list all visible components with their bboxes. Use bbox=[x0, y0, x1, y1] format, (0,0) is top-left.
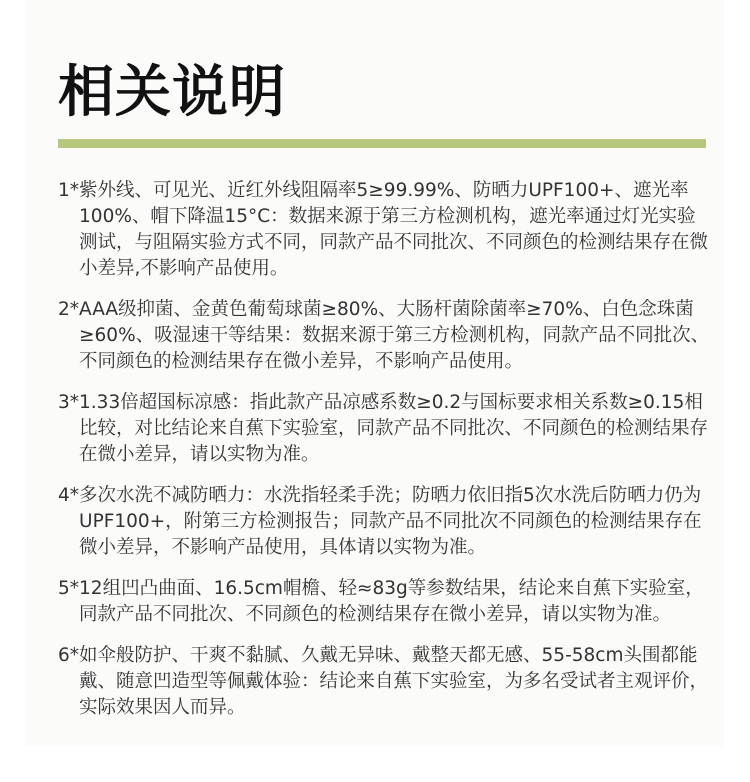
note-number: 3* bbox=[58, 392, 80, 413]
note-number: 2* bbox=[58, 299, 80, 320]
note-number: 4* bbox=[58, 485, 80, 506]
note-item bbox=[58, 390, 710, 468]
notes-list bbox=[58, 178, 710, 736]
note-text: 多次水洗不减防晒力：水洗指轻柔手洗；防晒力依旧指5次水洗后防晒力仍为UPF100+，附第三方检测报告；同款产品不同批次不同颜色的检测结果存在微小差异，不影响产品使用，具体请以实物为准。 bbox=[79, 485, 702, 558]
note-number: 6* bbox=[58, 645, 80, 666]
note-item bbox=[58, 297, 710, 375]
note-number: 1* bbox=[58, 180, 80, 201]
note-item bbox=[58, 483, 710, 561]
note-text: 如伞般防护、干爽不黏腻、久戴无异味、戴整天都无感、55-58cm头围都能戴、随意凹造型等佩戴体验：结论来自蕉下实验室，为多名受试者主观评价，实际效果因人而异。 bbox=[79, 645, 709, 718]
note-text: 紫外线、可见光、近红外线阻隔率5≥99.99%、防晒力UPF100+、遮光率100%、帽下降温15°C：数据来源于第三方检测机构，遮光率通过灯光实验测试，与阻隔实验方式不同，同款产品不同批次、不同颜色的检测结果存在微小差异,不影响产品使用。 bbox=[79, 180, 709, 279]
note-item bbox=[58, 643, 710, 721]
note-number: 5* bbox=[58, 578, 80, 599]
note-item bbox=[58, 178, 710, 282]
page-title: 相关说明 bbox=[58, 60, 286, 125]
title-underline-bar bbox=[58, 139, 706, 148]
note-text: AAA级抑菌、金黄色葡萄球菌≥80%、大肠杆菌除菌率≥70%、白色念珠菌≥60%、吸湿速干等结果：数据来源于第三方检测机构，同款产品不同批次、不同颜色的检测结果存在微小差异，不影响产品使用。 bbox=[79, 299, 710, 372]
note-text: 1.33倍超国标凉感：指此款产品凉感系数≥0.2与国标要求相关系数≥0.15相比较，对比结论来自蕉下实验室，同款产品不同批次、不同颜色的检测结果存在微小差异，请以实物为准。 bbox=[79, 392, 709, 465]
note-text: 12组凹凸曲面、16.5cm帽檐、轻≈83g等参数结果，结论来自蕉下实验室，同款产品不同批次、不同颜色的检测结果存在微小差异，请以实物为准。 bbox=[79, 578, 704, 625]
note-item bbox=[58, 576, 710, 628]
